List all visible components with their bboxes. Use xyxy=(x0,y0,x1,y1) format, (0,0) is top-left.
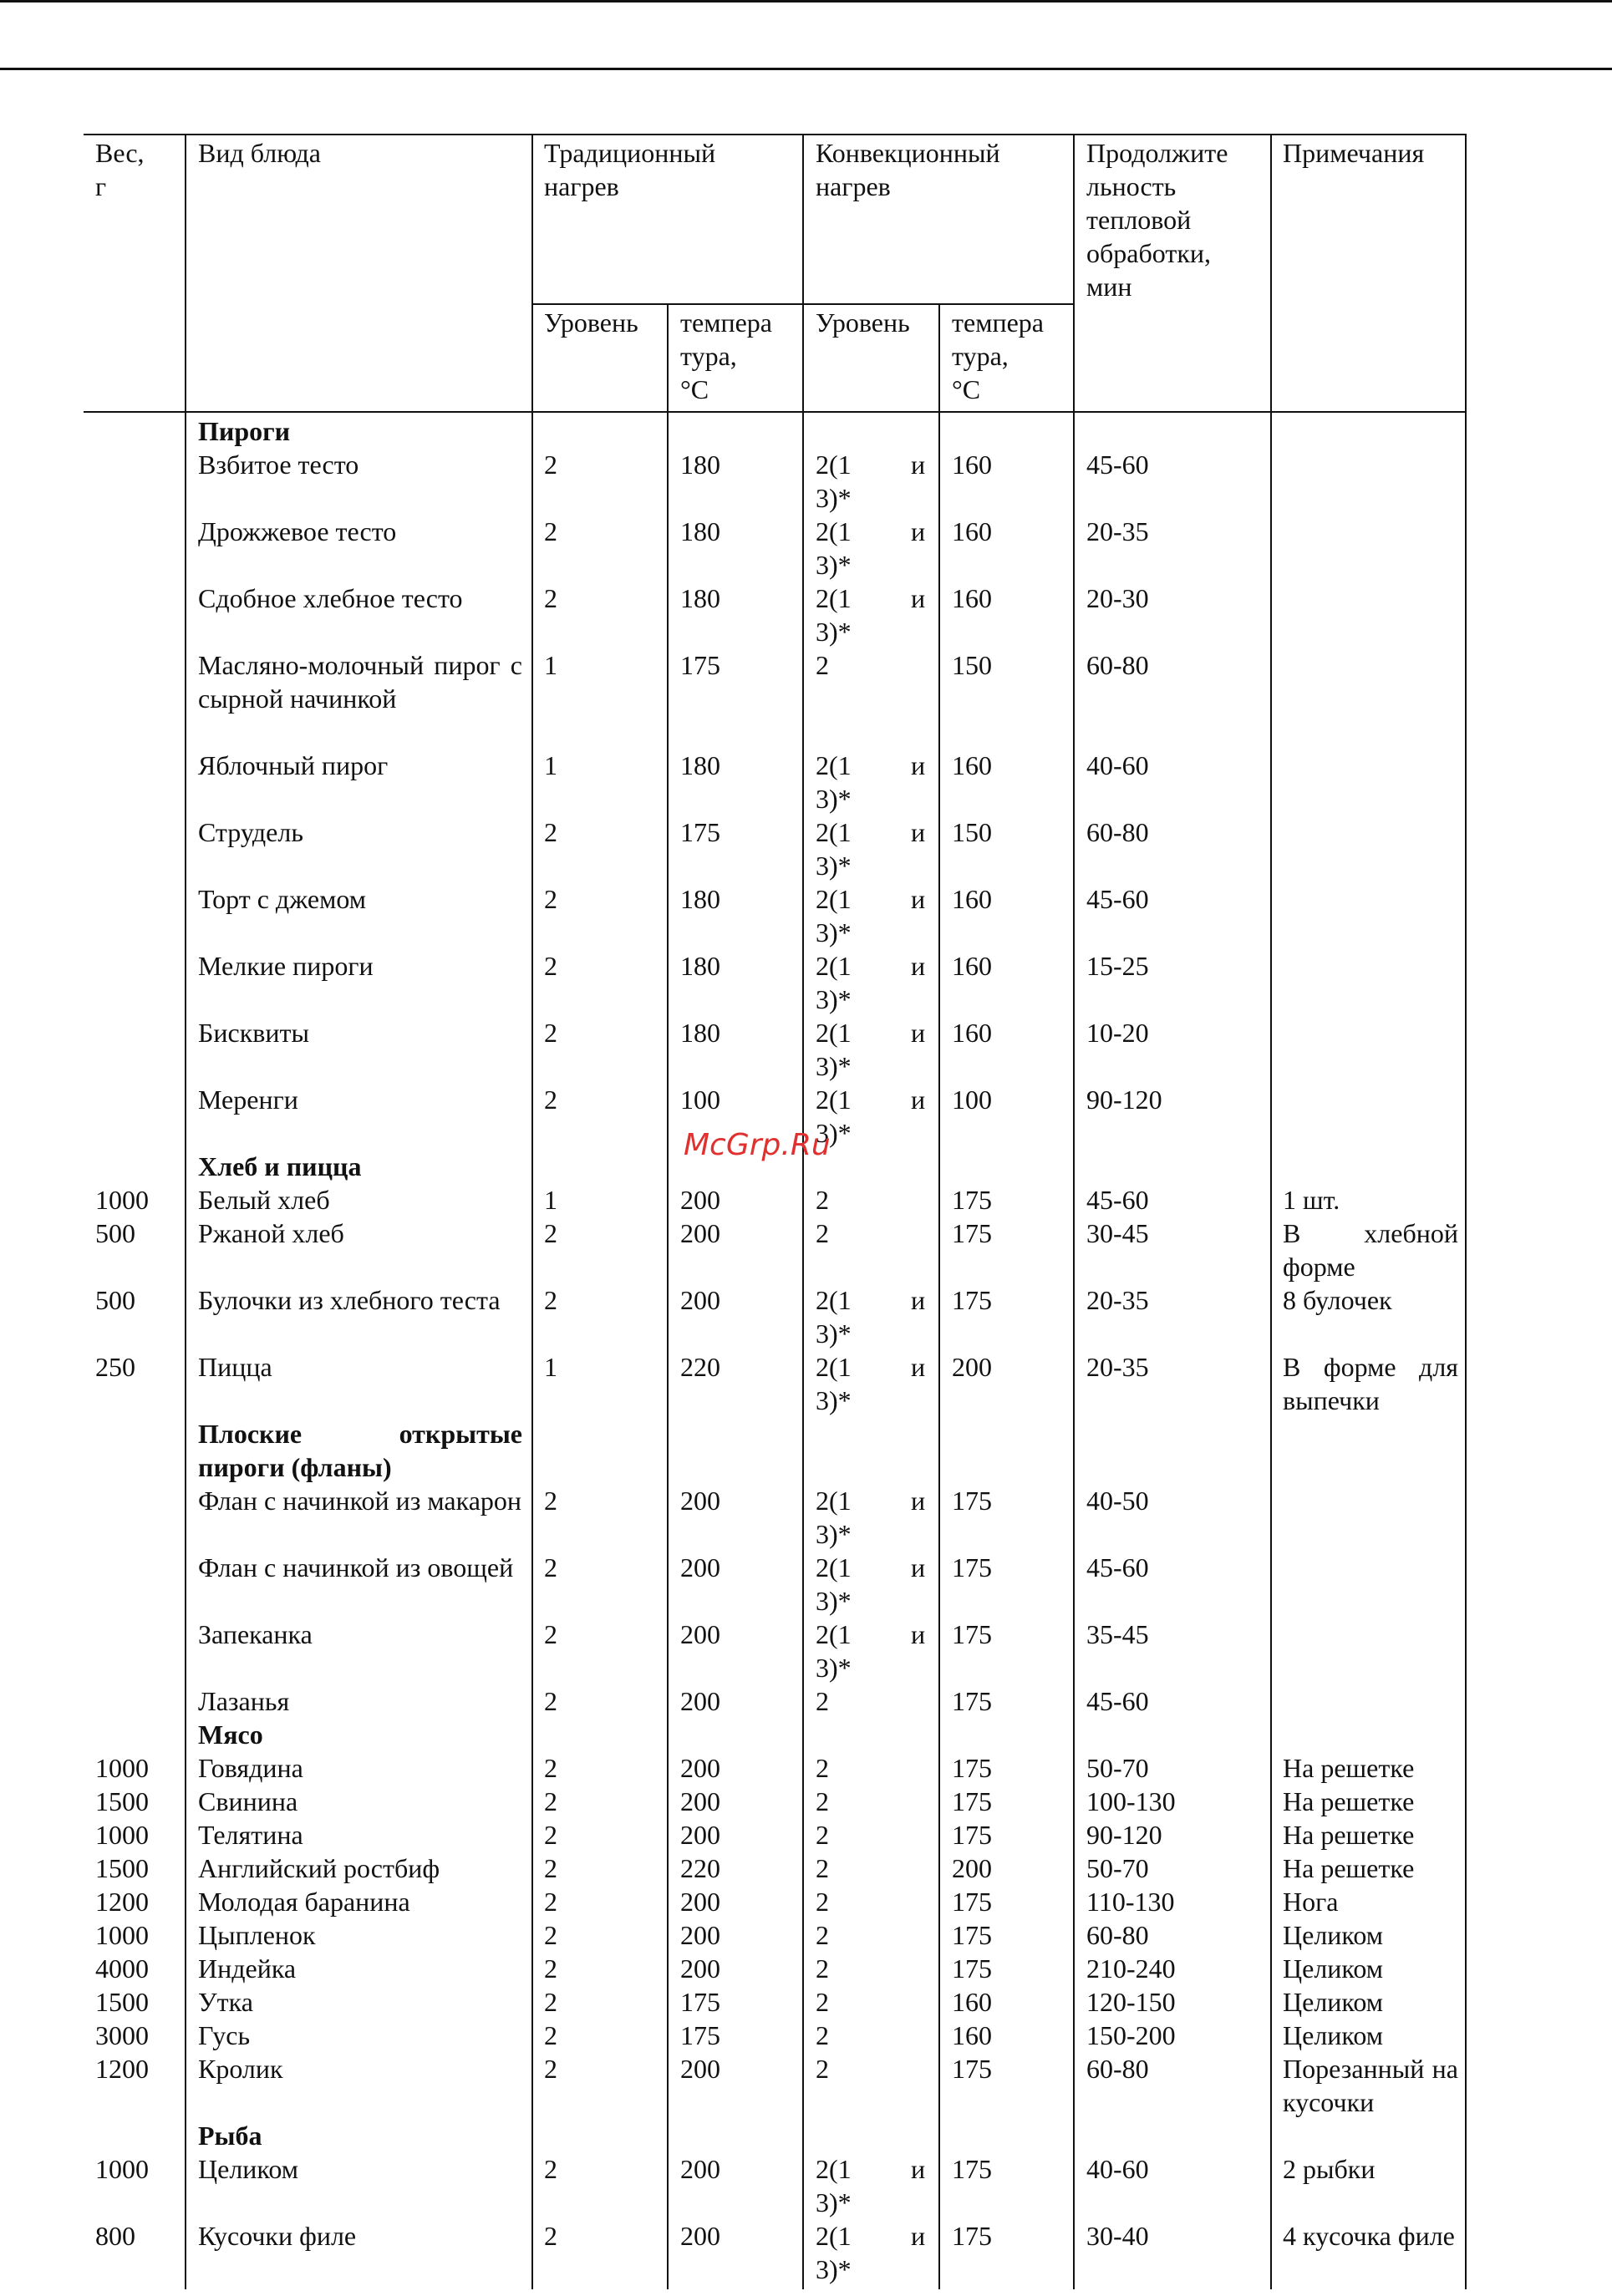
duration-cell: 20-35 xyxy=(1086,1285,1149,1315)
page-header-rule xyxy=(0,68,1612,70)
notes-cell: 2 рыбки xyxy=(1283,2154,1376,2184)
section-title: Пироги xyxy=(198,416,291,446)
convection-temp: 175 xyxy=(952,1285,992,1315)
traditional-level: 2 xyxy=(544,1920,557,1950)
traditional-temp: 180 xyxy=(680,583,720,613)
duration-cell: 45-60 xyxy=(1086,1185,1149,1215)
traditional-level: 2 xyxy=(544,450,557,480)
convection-level: 2 xyxy=(816,1786,829,1816)
convection-temp: 175 xyxy=(952,2221,992,2251)
header-duration: Продолжите льность тепловой обработки, мин xyxy=(1086,138,1228,302)
convection-temp: 200 xyxy=(952,1853,992,1883)
convection-level: 2 xyxy=(816,1953,829,1984)
convection-level: 2(1 xyxy=(816,2221,852,2251)
convection-level-and: и xyxy=(911,2221,926,2251)
dish-name: Кусочки филе xyxy=(198,2221,357,2251)
convection-temp: 160 xyxy=(952,450,992,480)
notes-cell: На решетке xyxy=(1283,1853,1415,1883)
weight-cell: 250 xyxy=(95,1352,135,1382)
convection-level-and: и xyxy=(911,2154,926,2184)
convection-temp: 150 xyxy=(952,650,992,680)
notes-cell: Нога xyxy=(1283,1887,1339,1917)
dish-name: Масляно-молочный пирог с сырной начинкой xyxy=(198,650,522,714)
watermark: McGrp.Ru xyxy=(684,1128,831,1162)
weight-cell: 1200 xyxy=(95,1887,149,1917)
duration-cell: 40-60 xyxy=(1086,750,1149,780)
traditional-temp: 200 xyxy=(680,1920,720,1950)
convection-temp: 160 xyxy=(952,516,992,546)
header-temp-traditional: темпера тура, °C xyxy=(680,307,772,404)
header-temp-convection: темпера тура, °C xyxy=(952,307,1044,404)
traditional-temp: 220 xyxy=(680,1352,720,1382)
weight-cell: 1000 xyxy=(95,1820,149,1850)
traditional-temp: 175 xyxy=(680,2020,720,2050)
convection-temp: 175 xyxy=(952,2154,992,2184)
duration-cell: 50-70 xyxy=(1086,1853,1149,1883)
traditional-temp: 180 xyxy=(680,1018,720,1048)
convection-level: 2 xyxy=(816,650,829,680)
traditional-temp: 175 xyxy=(680,1987,720,2017)
duration-cell: 10-20 xyxy=(1086,1018,1149,1048)
traditional-level: 2 xyxy=(544,1987,557,2017)
convection-level: 2 xyxy=(816,1853,829,1883)
notes-cell: Целиком xyxy=(1283,1920,1383,1950)
duration-cell: 90-120 xyxy=(1086,1085,1162,1115)
convection-temp: 175 xyxy=(952,1820,992,1850)
convection-level-cont: 3)* xyxy=(816,1519,852,1549)
traditional-level: 2 xyxy=(544,1085,557,1115)
traditional-temp: 200 xyxy=(680,1753,720,1783)
duration-cell: 45-60 xyxy=(1086,1552,1149,1582)
col-divider xyxy=(802,134,804,2289)
duration-cell: 40-50 xyxy=(1086,1486,1149,1516)
traditional-level: 2 xyxy=(544,2020,557,2050)
duration-cell: 150-200 xyxy=(1086,2020,1176,2050)
traditional-level: 2 xyxy=(544,1018,557,1048)
col-divider xyxy=(667,303,669,2289)
convection-level: 2(1 xyxy=(816,884,852,914)
traditional-level: 2 xyxy=(544,1786,557,1816)
traditional-level: 2 xyxy=(544,2221,557,2251)
notes-cell: 4 кусочка филе xyxy=(1283,2221,1455,2251)
dish-name: Яблочный пирог xyxy=(198,750,389,780)
convection-level: 2(1 xyxy=(816,1285,852,1315)
convection-temp: 150 xyxy=(952,817,992,847)
convection-level: 2 xyxy=(816,1820,829,1850)
convection-temp: 160 xyxy=(952,2020,992,2050)
duration-cell: 45-60 xyxy=(1086,884,1149,914)
convection-level-cont: 3)* xyxy=(816,1653,852,1683)
traditional-temp: 200 xyxy=(680,2054,720,2084)
convection-temp: 160 xyxy=(952,1018,992,1048)
traditional-temp: 200 xyxy=(680,2221,720,2251)
traditional-level: 1 xyxy=(544,750,557,780)
convection-temp: 100 xyxy=(952,1085,992,1115)
dish-name: Целиком xyxy=(198,2154,298,2184)
traditional-temp: 175 xyxy=(680,650,720,680)
header-level-convection: Уровень xyxy=(816,307,910,338)
traditional-temp: 100 xyxy=(680,1085,720,1115)
table-top-border xyxy=(84,134,1467,135)
convection-level: 2(1 xyxy=(816,817,852,847)
convection-temp: 175 xyxy=(952,1753,992,1783)
page-top-rule xyxy=(0,0,1612,3)
header-traditional: Традиционный нагрев xyxy=(544,138,716,201)
convection-temp: 160 xyxy=(952,884,992,914)
dish-name: Флан с начинкой из овощей xyxy=(198,1552,514,1582)
traditional-level: 2 xyxy=(544,817,557,847)
convection-level: 2(1 xyxy=(816,450,852,480)
dish-name: Свинина xyxy=(198,1786,298,1816)
header-weight: Вес, г xyxy=(95,138,145,201)
convection-level-and: и xyxy=(911,583,926,613)
traditional-level: 2 xyxy=(544,1820,557,1850)
duration-cell: 30-45 xyxy=(1086,1218,1149,1248)
duration-cell: 30-40 xyxy=(1086,2221,1149,2251)
duration-cell: 60-80 xyxy=(1086,650,1149,680)
convection-level-and: и xyxy=(911,1552,926,1582)
convection-temp: 175 xyxy=(952,1486,992,1516)
traditional-temp: 200 xyxy=(680,1552,720,1582)
col-divider xyxy=(1073,134,1075,2289)
convection-level: 2(1 xyxy=(816,1486,852,1516)
dish-name: Английский ростбиф xyxy=(198,1853,440,1883)
duration-cell: 45-60 xyxy=(1086,1686,1149,1716)
header-dish: Вид блюда xyxy=(198,138,321,168)
convection-level-cont: 3)* xyxy=(816,917,852,947)
weight-cell: 4000 xyxy=(95,1953,149,1984)
traditional-temp: 180 xyxy=(680,450,720,480)
convection-level-and: и xyxy=(911,1018,926,1048)
section-title: Рыба xyxy=(198,2121,262,2151)
dish-name: Бисквиты xyxy=(198,1018,309,1048)
traditional-level: 2 xyxy=(544,884,557,914)
dish-name: Взбитое тесто xyxy=(198,450,359,480)
dish-name: Булочки из хлебного теста xyxy=(198,1285,501,1315)
duration-cell: 60-80 xyxy=(1086,1920,1149,1950)
dish-name: Меренги xyxy=(198,1085,298,1115)
convection-level-cont: 3)* xyxy=(816,1385,852,1415)
traditional-temp: 200 xyxy=(680,1285,720,1315)
convection-level-and: и xyxy=(911,1085,926,1115)
convection-level-cont: 3)* xyxy=(816,784,852,814)
convection-temp: 175 xyxy=(952,1953,992,1984)
convection-level: 2(1 xyxy=(816,750,852,780)
col-divider xyxy=(1270,134,1272,2289)
convection-level-and: и xyxy=(911,1285,926,1315)
convection-temp: 175 xyxy=(952,1552,992,1582)
convection-level-and: и xyxy=(911,1486,926,1516)
convection-temp: 175 xyxy=(952,1185,992,1215)
header-level-traditional: Уровень xyxy=(544,307,638,338)
header-notes: Примечания xyxy=(1283,138,1425,168)
traditional-level: 2 xyxy=(544,516,557,546)
duration-cell: 120-150 xyxy=(1086,1987,1176,2017)
convection-level-cont: 3)* xyxy=(816,617,852,647)
duration-cell: 90-120 xyxy=(1086,1820,1162,1850)
duration-cell: 20-35 xyxy=(1086,516,1149,546)
convection-level-and: и xyxy=(911,1619,926,1649)
duration-cell: 20-35 xyxy=(1086,1352,1149,1382)
section-title: Плоские открытые пироги (фланы) xyxy=(198,1419,522,1482)
dish-name: Говядина xyxy=(198,1753,303,1783)
traditional-temp: 175 xyxy=(680,817,720,847)
weight-cell: 1500 xyxy=(95,1786,149,1816)
convection-temp: 175 xyxy=(952,1920,992,1950)
convection-level: 2 xyxy=(816,1218,829,1248)
weight-cell: 1000 xyxy=(95,1753,149,1783)
convection-temp: 200 xyxy=(952,1352,992,1382)
notes-cell: 1 шт. xyxy=(1283,1185,1340,1215)
convection-level: 2 xyxy=(816,1686,829,1716)
traditional-level: 2 xyxy=(544,1486,557,1516)
convection-level-cont: 3)* xyxy=(816,1118,852,1148)
dish-name: Кролик xyxy=(198,2054,283,2084)
convection-level-and: и xyxy=(911,516,926,546)
dish-name: Индейка xyxy=(198,1953,297,1984)
duration-cell: 210-240 xyxy=(1086,1953,1176,1984)
traditional-level: 2 xyxy=(544,1887,557,1917)
dish-name: Пицца xyxy=(198,1352,272,1382)
convection-temp: 175 xyxy=(952,1619,992,1649)
dish-name: Запеканка xyxy=(198,1619,313,1649)
section-title: Хлеб и пицца xyxy=(198,1151,362,1181)
notes-cell: 8 булочек xyxy=(1283,1285,1392,1315)
convection-temp: 175 xyxy=(952,1887,992,1917)
traditional-temp: 200 xyxy=(680,1887,720,1917)
dish-name: Утка xyxy=(198,1987,253,2017)
duration-cell: 20-30 xyxy=(1086,583,1149,613)
dish-name: Лазанья xyxy=(198,1686,290,1716)
traditional-level: 2 xyxy=(544,951,557,981)
convection-level-cont: 3)* xyxy=(816,1318,852,1349)
weight-cell: 1000 xyxy=(95,2154,149,2184)
dish-name: Ржаной хлеб xyxy=(198,1218,344,1248)
convection-level: 2(1 xyxy=(816,1018,852,1048)
duration-cell: 35-45 xyxy=(1086,1619,1149,1649)
traditional-temp: 200 xyxy=(680,2154,720,2184)
col-divider xyxy=(938,303,940,2289)
convection-level: 2(1 xyxy=(816,1352,852,1382)
dish-name: Белый хлеб xyxy=(198,1185,330,1215)
convection-level: 2 xyxy=(816,1753,829,1783)
convection-temp: 175 xyxy=(952,1686,992,1716)
subheader-divider xyxy=(531,303,1075,305)
dish-name: Торт с джемом xyxy=(198,884,366,914)
notes-cell: Целиком xyxy=(1283,2020,1383,2050)
convection-temp: 175 xyxy=(952,2054,992,2084)
header-bottom-border xyxy=(84,411,1467,413)
weight-cell: 3000 xyxy=(95,2020,149,2050)
convection-temp: 175 xyxy=(952,1786,992,1816)
convection-level-cont: 3)* xyxy=(816,483,852,513)
convection-temp: 175 xyxy=(952,1218,992,1248)
traditional-temp: 200 xyxy=(680,1619,720,1649)
traditional-temp: 180 xyxy=(680,516,720,546)
duration-cell: 60-80 xyxy=(1086,817,1149,847)
dish-name: Цыпленок xyxy=(198,1920,316,1950)
traditional-level: 2 xyxy=(544,1753,557,1783)
dish-name: Гусь xyxy=(198,2020,251,2050)
traditional-level: 2 xyxy=(544,1218,557,1248)
weight-cell: 1500 xyxy=(95,1853,149,1883)
weight-cell: 1000 xyxy=(95,1185,149,1215)
duration-cell: 110-130 xyxy=(1086,1887,1175,1917)
traditional-level: 2 xyxy=(544,2054,557,2084)
notes-cell: На решетке xyxy=(1283,1786,1415,1816)
weight-cell: 1000 xyxy=(95,1920,149,1950)
weight-cell: 500 xyxy=(95,1285,135,1315)
convection-level-cont: 3)* xyxy=(816,550,852,580)
convection-level-cont: 3)* xyxy=(816,2187,852,2217)
notes-cell: Целиком xyxy=(1283,1953,1383,1984)
weight-cell: 500 xyxy=(95,1218,135,1248)
dish-name: Мелкие пироги xyxy=(198,951,374,981)
traditional-level: 1 xyxy=(544,650,557,680)
convection-level-and: и xyxy=(911,951,926,981)
traditional-level: 2 xyxy=(544,1686,557,1716)
convection-level-and: и xyxy=(911,1352,926,1382)
convection-level: 2(1 xyxy=(816,1619,852,1649)
convection-level: 2 xyxy=(816,1185,829,1215)
traditional-temp: 200 xyxy=(680,1953,720,1984)
traditional-level: 2 xyxy=(544,1853,557,1883)
convection-temp: 160 xyxy=(952,750,992,780)
duration-cell: 50-70 xyxy=(1086,1753,1149,1783)
weight-cell: 800 xyxy=(95,2221,135,2251)
traditional-temp: 220 xyxy=(680,1853,720,1883)
convection-level: 2 xyxy=(816,1887,829,1917)
convection-level: 2(1 xyxy=(816,1085,852,1115)
convection-level-cont: 3)* xyxy=(816,1051,852,1081)
convection-level: 2 xyxy=(816,2020,829,2050)
notes-cell: На решетке xyxy=(1283,1820,1415,1850)
traditional-level: 2 xyxy=(544,1552,557,1582)
weight-cell: 1200 xyxy=(95,2054,149,2084)
header-convection: Конвекционный нагрев xyxy=(816,138,1000,201)
convection-level-and: и xyxy=(911,884,926,914)
traditional-temp: 180 xyxy=(680,951,720,981)
traditional-temp: 180 xyxy=(680,750,720,780)
col-divider xyxy=(531,134,533,2289)
convection-level-cont: 3)* xyxy=(816,851,852,881)
duration-cell: 15-25 xyxy=(1086,951,1149,981)
convection-level: 2(1 xyxy=(816,583,852,613)
convection-level: 2 xyxy=(816,2054,829,2084)
dish-name: Молодая баранина xyxy=(198,1887,410,1917)
notes-cell: Целиком xyxy=(1283,1987,1383,2017)
dish-name: Сдобное хлебное тесто xyxy=(198,583,463,613)
traditional-level: 1 xyxy=(544,1185,557,1215)
traditional-level: 2 xyxy=(544,1285,557,1315)
convection-level: 2(1 xyxy=(816,1552,852,1582)
notes-cell: В форме для выпечки xyxy=(1283,1352,1458,1415)
traditional-temp: 200 xyxy=(680,1486,720,1516)
convection-level-and: и xyxy=(911,750,926,780)
traditional-level: 1 xyxy=(544,1352,557,1382)
notes-cell: На решетке xyxy=(1283,1753,1415,1783)
dish-name: Струдель xyxy=(198,817,303,847)
duration-cell: 45-60 xyxy=(1086,450,1149,480)
convection-level-and: и xyxy=(911,450,926,480)
convection-level: 2(1 xyxy=(816,951,852,981)
convection-level: 2 xyxy=(816,1987,829,2017)
convection-level: 2(1 xyxy=(816,2154,852,2184)
traditional-temp: 200 xyxy=(680,1686,720,1716)
traditional-temp: 180 xyxy=(680,884,720,914)
section-title: Мясо xyxy=(198,1719,263,1750)
col-divider xyxy=(1465,134,1467,2289)
convection-temp: 160 xyxy=(952,583,992,613)
col-divider xyxy=(185,134,186,2289)
notes-cell: В хлебной форме xyxy=(1283,1218,1458,1282)
traditional-level: 2 xyxy=(544,2154,557,2184)
traditional-level: 2 xyxy=(544,583,557,613)
traditional-temp: 200 xyxy=(680,1820,720,1850)
weight-cell: 1500 xyxy=(95,1987,149,2017)
dish-name: Телятина xyxy=(198,1820,303,1850)
convection-level: 2 xyxy=(816,1920,829,1950)
convection-level: 2(1 xyxy=(816,516,852,546)
convection-level-cont: 3)* xyxy=(816,984,852,1014)
convection-level-cont: 3)* xyxy=(816,2254,852,2284)
duration-cell: 40-60 xyxy=(1086,2154,1149,2184)
traditional-level: 2 xyxy=(544,1619,557,1649)
traditional-temp: 200 xyxy=(680,1786,720,1816)
dish-name: Флан с начинкой из макарон xyxy=(198,1486,522,1516)
duration-cell: 60-80 xyxy=(1086,2054,1149,2084)
traditional-temp: 200 xyxy=(680,1218,720,1248)
traditional-temp: 200 xyxy=(680,1185,720,1215)
convection-level-and: и xyxy=(911,817,926,847)
notes-cell: Порезанный на кусочки xyxy=(1283,2054,1458,2117)
convection-temp: 160 xyxy=(952,951,992,981)
convection-temp: 160 xyxy=(952,1987,992,2017)
duration-cell: 100-130 xyxy=(1086,1786,1176,1816)
dish-name: Дрожжевое тесто xyxy=(198,516,397,546)
convection-level-cont: 3)* xyxy=(816,1586,852,1616)
traditional-level: 2 xyxy=(544,1953,557,1984)
